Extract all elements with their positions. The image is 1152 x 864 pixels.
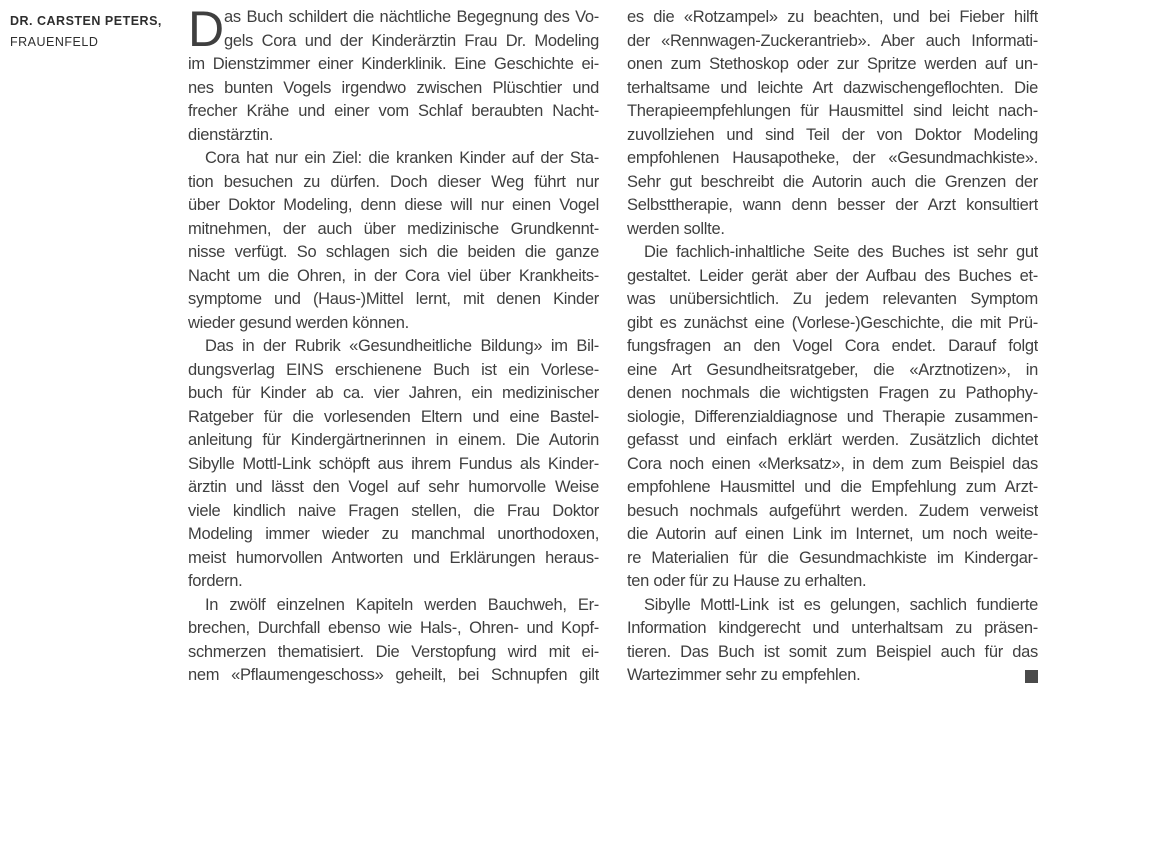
text-line: Cora noch einen «Merksatz», in dem zum Beispiel das	[627, 454, 1038, 473]
text-line: Ratgeber für die vorlesenden Eltern und eine Bastel-	[188, 407, 599, 426]
text-line: buch für Kinder ab ca. vier Jahren, ein medizinischer	[188, 384, 599, 402]
text-line: im Dienstzimmer einer Kinderklinik. Eine Geschichte ei-	[188, 55, 599, 73]
author-name: DR. CARSTEN PETERS,	[10, 14, 162, 28]
text-line: symptome und (Haus-)Mittel lernt, mit denen Kinder	[188, 290, 599, 308]
text-line: In zwölf einzelnen Kapiteln werden Bauchweh, Er-	[205, 595, 599, 614]
text-line: fordern.	[188, 572, 243, 590]
text-line: es die «Rotzampel» zu beachten, und bei Fieber hilft	[627, 8, 1038, 26]
text-line: empfohlenen Hausapotheke, der «Gesundmachkiste».	[627, 149, 1038, 167]
text-line: besuch nochmals aufgeführt werden. Zudem verweist	[627, 501, 1038, 520]
text-line	[627, 664, 1038, 688]
text-line: terhaltsame und leichte Art dazwischengeflochten. Die	[627, 78, 1038, 97]
text-line: mitnehmen, der auch über medizinische Grundkennt-	[188, 219, 599, 238]
text-line: nes bunten Vogels irgendwo zwischen Plüschtier und	[188, 78, 599, 97]
text-line: nisse verfügt. So schlagen sich die beiden die ganze	[188, 243, 599, 261]
text-line: der «Rennwagen-Zuckerantrieb». Aber auch Informati-	[627, 31, 1038, 50]
text-line: viele kindlich naive Fragen stellen, die Frau Doktor	[188, 501, 599, 520]
text-line: Das in der Rubrik «Gesundheitliche Bildung» im Bil-	[205, 337, 599, 355]
end-of-article-marker	[1025, 670, 1038, 683]
text-line: eine Art Gesundheitsratgeber, die «Arztnotizen», in	[627, 360, 1038, 379]
text-line: zuvollziehen und sind Teil der von Doktor Modeling	[627, 125, 1038, 144]
text-line: über Doktor Modeling, denn diese will nur einen Vogel	[188, 196, 599, 214]
text-line: as Buch schildert die nächtliche Begegnung des Vo-	[224, 8, 599, 26]
article-column-left	[188, 1, 599, 688]
text-line: dungsverlag EINS erschienene Buch ist ein Vorlese-	[188, 360, 599, 379]
text-line: wieder gesund werden können.	[188, 313, 409, 332]
text-line: empfohlene Hausmittel und die Empfehlung zum Arzt-	[627, 478, 1038, 496]
text-line: frecher Krähe und einer vom Schlaf beraubten Nacht-	[188, 102, 599, 120]
closing-line-text: Wartezimmer sehr zu empfehlen.	[627, 666, 861, 684]
text-line: ten oder für zu Hause zu erhalten.	[627, 572, 867, 590]
text-line: gibt es zunächst eine (Vorlese-)Geschichte, die mit Prü-	[627, 313, 1038, 332]
text-line: brechen, Durchfall ebenso wie Hals-, Ohren- und Kopf-	[188, 619, 599, 637]
text-line: Selbsttherapie, wann denn besser der Arzt konsultiert	[627, 196, 1038, 214]
text-line: schmerzen thematisiert. Die Verstopfung wird mit ei-	[188, 642, 599, 661]
text-line: Die fachlich-inhaltliche Seite des Buches ist sehr gut	[644, 243, 1038, 261]
text-line: Sehr gut beschreibt die Autorin auch die Grenzen der	[627, 172, 1038, 191]
author-byline	[10, 11, 162, 53]
text-line: werden sollte.	[627, 219, 725, 238]
article-column-right	[627, 6, 1038, 688]
text-line: tieren. Das Buch ist somit zum Beispiel auch für das	[627, 642, 1038, 661]
text-line: gestaltet. Leider gerät aber der Aufbau des Buches et-	[627, 266, 1038, 285]
text-line: Information kindgerecht und unterhaltsam zu präsen-	[627, 619, 1038, 637]
text-line: Modeling immer wieder zu manchmal unorthodoxen,	[188, 525, 599, 543]
text-line: gels Cora und der Kinderärztin Frau Dr. Modeling	[224, 31, 599, 50]
text-line: ärztin und lässt den Vogel auf sehr humorvolle Weise	[188, 478, 599, 496]
text-line: nem «Pflaumengeschoss» geheilt, bei Schnupfen gilt	[188, 666, 599, 684]
text-line: Cora hat nur ein Ziel: die kranken Kinder auf der Sta-	[205, 149, 599, 167]
text-line: Sibylle Mottl-Link schöpft aus ihrem Fundus als Kinder-	[188, 454, 599, 473]
author-location: FRAUENFELD	[10, 35, 99, 49]
text-line: dienstärztin.	[188, 125, 274, 144]
text-line: Sibylle Mottl-Link ist es gelungen, sachlich fundierte	[644, 595, 1038, 614]
text-line: was unübersichtlich. Zu jedem relevanten Symptom	[627, 290, 1038, 308]
text-line: gefasst und einfach erklärt werden. Zusätzlich dichtet	[627, 431, 1038, 449]
text-line: onen zum Stethoskop oder zur Spritze werden auf un-	[627, 55, 1038, 73]
text-line: anleitung für Kindergärtnerinnen in einem. Die Autorin	[188, 431, 599, 449]
text-line: siologie, Differenzialdiagnose und Therapie zusammen-	[627, 407, 1038, 426]
drop-cap-letter: D	[188, 1, 225, 57]
text-line: denen nochmals die wichtigsten Fragen zu Pathophy-	[627, 384, 1038, 402]
text-line: tion besuchen zu dürfen. Doch dieser Weg führt nur	[188, 172, 599, 191]
text-line: meist humorvollen Antworten und Erklärungen heraus-	[188, 548, 599, 567]
text-line: re Materialien für die Gesundmachkiste im Kindergar-	[627, 548, 1038, 567]
text-line: die Autorin auf einen Link im Internet, um noch weite-	[627, 525, 1038, 543]
text-line: fungsfragen an den Vogel Cora endet. Darauf folgt	[627, 337, 1038, 355]
text-line: Therapieempfehlungen für Hausmittel sind leicht nach-	[627, 102, 1038, 120]
text-line: Nacht um die Ohren, in der Cora viel über Krankheits-	[188, 266, 599, 285]
